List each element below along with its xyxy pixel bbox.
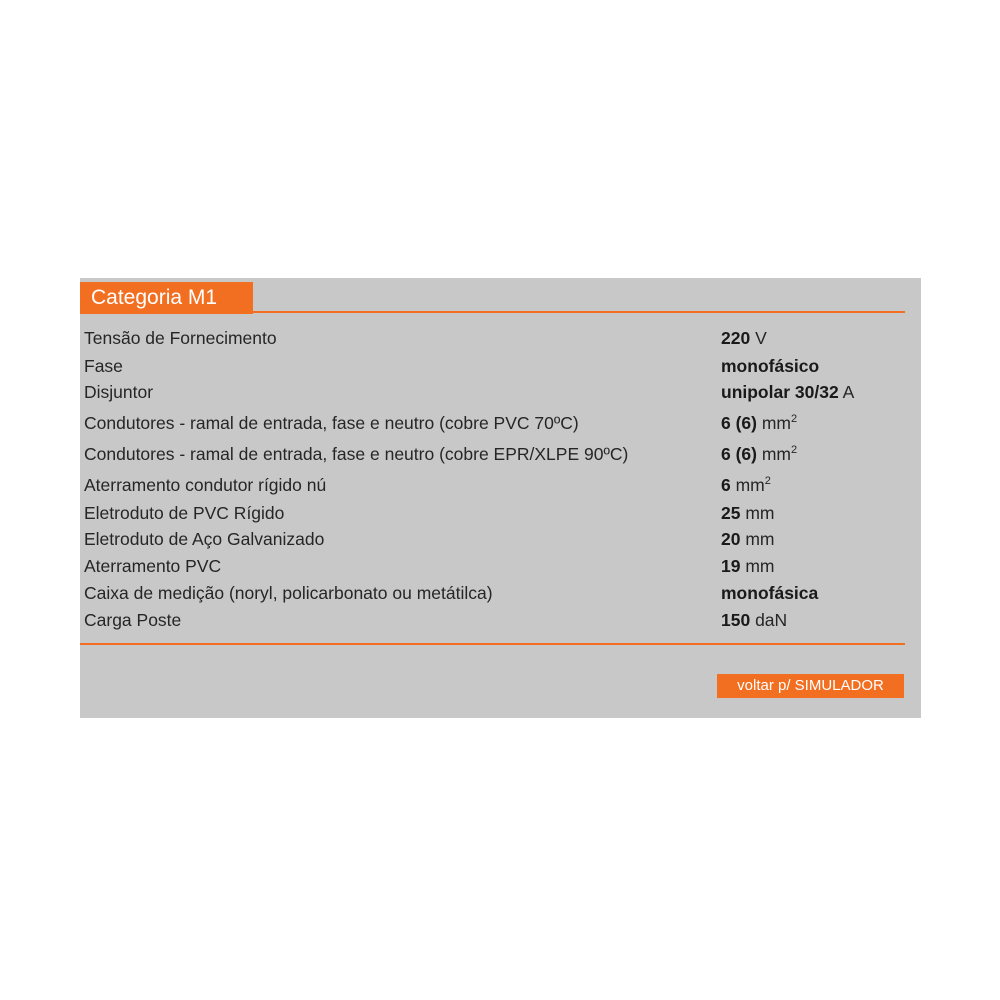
spec-unit: mm <box>745 529 775 549</box>
spec-label: Tensão de Fornecimento <box>84 328 277 348</box>
spec-value-bold: 6 (6) <box>721 413 757 433</box>
spec-row <box>80 500 905 526</box>
spec-row <box>80 410 905 436</box>
spec-label: Aterramento condutor rígido nú <box>84 475 327 495</box>
spec-value <box>721 553 775 579</box>
spec-label: Carga Poste <box>84 610 182 630</box>
spec-unit-exponent: 2 <box>791 444 798 456</box>
spec-label: Disjuntor <box>84 382 154 402</box>
spec-row <box>80 580 905 606</box>
spec-value-bold: monofásico <box>721 356 820 376</box>
spec-value-bold: 220 <box>721 328 751 348</box>
spec-value <box>721 607 787 633</box>
spec-value <box>721 526 775 552</box>
spec-value-bold: 6 (6) <box>721 444 757 464</box>
spec-value <box>721 441 797 467</box>
specs-panel <box>80 278 921 718</box>
spec-row <box>80 325 905 351</box>
spec-row <box>80 607 905 633</box>
spec-label: Condutores - ramal de entrada, fase e neutro (cobre PVC 70ºC) <box>84 413 579 433</box>
spec-row <box>80 526 905 552</box>
spec-label: Eletroduto de PVC Rígido <box>84 503 285 523</box>
spec-unit-exponent: 2 <box>764 475 771 487</box>
back-to-simulator-button[interactable]: voltar p/ SIMULADOR <box>717 674 904 698</box>
top-divider <box>80 311 905 313</box>
spec-value-bold: monofásica <box>721 583 819 603</box>
spec-value <box>721 472 771 498</box>
spec-row <box>80 441 905 467</box>
category-title: Categoria M1 <box>80 282 253 314</box>
spec-value <box>721 580 818 606</box>
spec-unit: daN <box>755 610 788 630</box>
spec-label: Fase <box>84 356 123 376</box>
spec-unit: V <box>755 328 767 348</box>
spec-row <box>80 553 905 579</box>
spec-row <box>80 379 905 405</box>
spec-value <box>721 353 819 379</box>
spec-unit: mm <box>745 556 775 576</box>
spec-value-bold: 25 <box>721 503 741 523</box>
spec-unit: mm <box>745 503 775 523</box>
spec-value <box>721 410 797 436</box>
spec-value-bold: 150 <box>721 610 751 630</box>
spec-label: Condutores - ramal de entrada, fase e neutro (cobre EPR/XLPE 90ºC) <box>84 444 629 464</box>
spec-unit: A <box>842 382 855 402</box>
spec-label: Caixa de medição (noryl, policarbonato ou metátilca) <box>84 583 493 603</box>
spec-label: Eletroduto de Aço Galvanizado <box>84 529 325 549</box>
spec-value-bold: 19 <box>721 556 741 576</box>
spec-value <box>721 379 854 405</box>
bottom-divider <box>80 643 905 645</box>
spec-value-bold: 20 <box>721 529 741 549</box>
spec-value <box>721 500 775 526</box>
spec-row <box>80 472 905 498</box>
spec-unit-exponent: 2 <box>791 413 798 425</box>
spec-row <box>80 353 905 379</box>
spec-unit: mm <box>761 444 792 464</box>
spec-value <box>721 325 767 351</box>
spec-unit: mm <box>761 413 792 433</box>
spec-label: Aterramento PVC <box>84 556 222 576</box>
spec-unit: mm <box>735 475 765 495</box>
spec-value-bold: 6 <box>721 475 731 495</box>
spec-value-bold: unipolar 30/32 <box>721 382 839 402</box>
